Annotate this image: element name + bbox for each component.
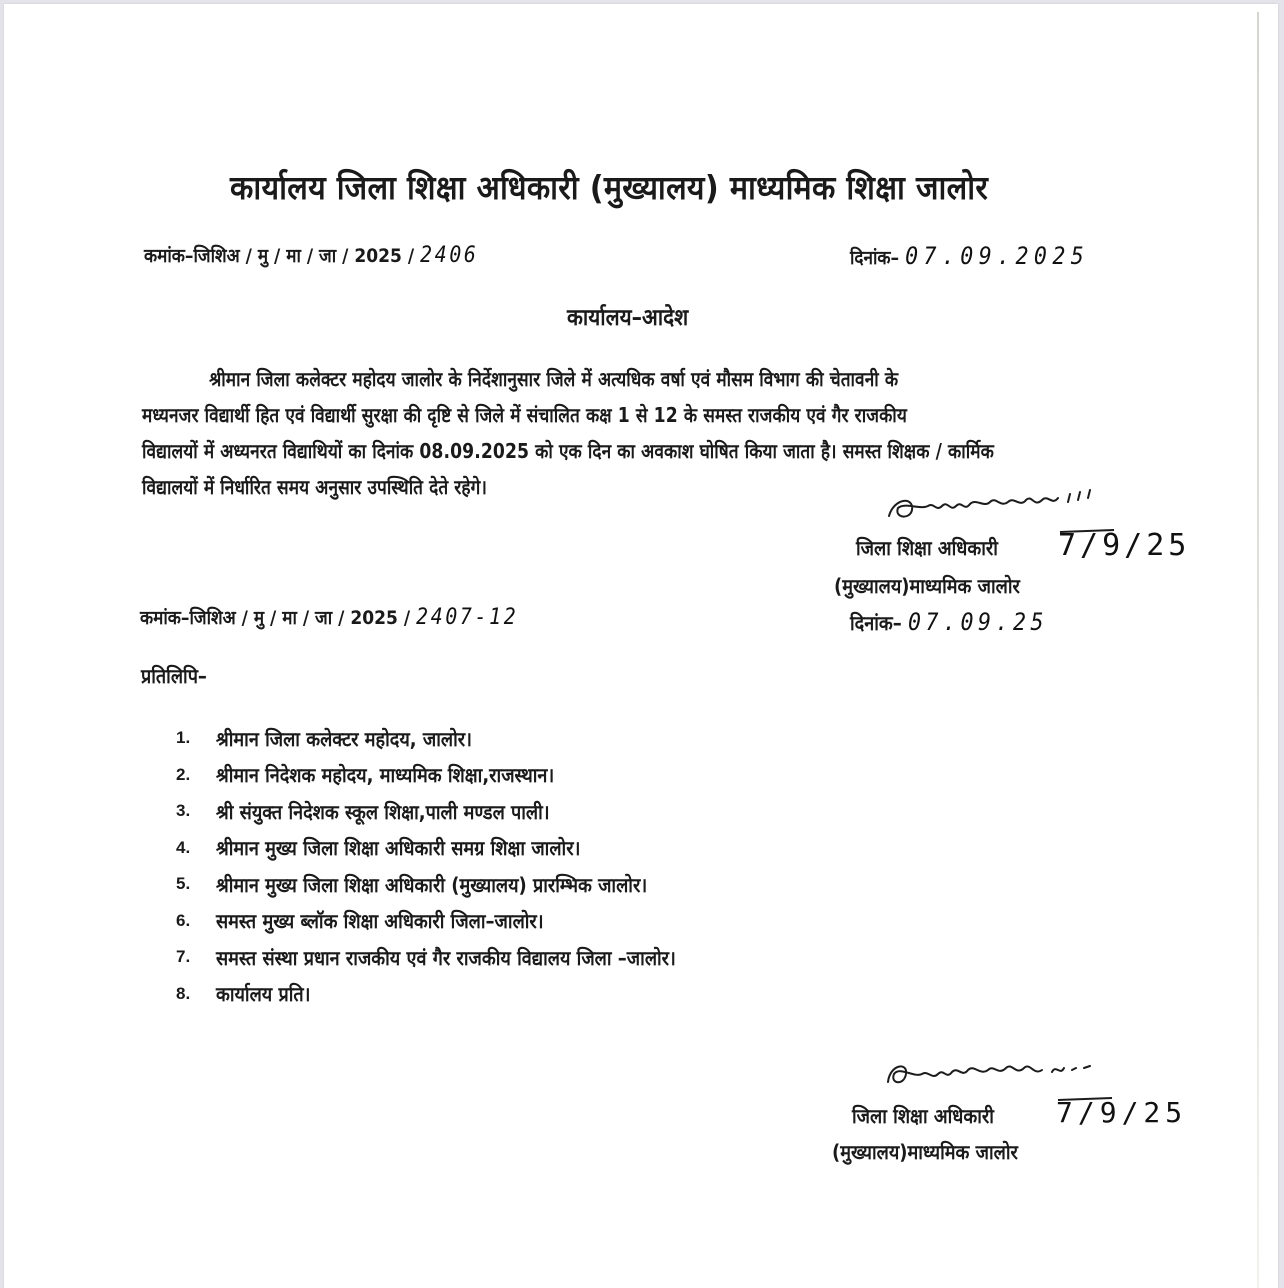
- copy-to-item-text: श्रीमान मुख्य जिला शिक्षा अधिकारी (मुख्यालय) प्रारम्भिक जालोर।: [216, 872, 648, 897]
- signature-scribble-icon: [884, 1056, 1144, 1096]
- order-reference-handwritten: 2406: [420, 243, 479, 268]
- copy-to-item-text: श्री संयुक्त निदेशक स्कूल शिक्षा,पाली मण्डल पाली।: [216, 799, 550, 824]
- copy-reference-printed: कमांक–जिशिअ / मु / मा / जा / 2025 /: [140, 607, 411, 629]
- order-date-handwritten: 07.09.2025: [905, 242, 1090, 270]
- order-body-line: विद्यालयों में निर्धारित समय अनुसार उपस्थिति देते रहेगे।: [142, 475, 488, 499]
- signature-1-date-label: दिनांक–: [850, 611, 902, 635]
- copy-to-item: [176, 793, 727, 830]
- page-fold-line: [1257, 12, 1259, 1288]
- copy-to-item-text: समस्त मुख्य ब्लॉक शिक्षा अधिकारी जिला–जालोर।: [216, 909, 544, 934]
- signature-1-dispatch-date: [850, 608, 1048, 636]
- copy-to-item-number: 5.: [176, 874, 191, 894]
- copy-to-item: [176, 866, 727, 903]
- copy-to-item: [176, 720, 727, 757]
- order-body-line: श्रीमान जिला कलेक्टर महोदय जालोर के निर्देशानुसार जिले में अत्यधिक वर्षा एवं मौसम विभाग की चेतावनी के: [209, 367, 899, 391]
- copy-to-heading: प्रतिलिपि–: [141, 664, 207, 688]
- copy-to-item-text: श्रीमान निदेशक महोदय, माध्यमिक शिक्षा,राजस्थान।: [216, 763, 555, 788]
- copy-to-item-number: 2.: [176, 764, 191, 784]
- office-title: कार्यालय जिला शिक्षा अधिकारी (मुख्यालय) माध्यमिक शिक्षा जालोर: [230, 168, 989, 207]
- copy-reference: [140, 604, 518, 630]
- copy-reference-handwritten: 2407-12: [416, 605, 519, 630]
- copy-to-item-number: 7.: [176, 947, 191, 967]
- copy-to-item-number: 8.: [176, 983, 191, 1003]
- copy-to-item-text: समस्त संस्था प्रधान राजकीय एवं गैर राजकीय विद्यालय जिला –जालोर।: [216, 945, 676, 970]
- office-order-heading: कार्यालय–आदेश: [567, 305, 689, 331]
- signature-2-handwritten-date: 7/9/25: [1056, 1096, 1188, 1129]
- order-body-line: विद्यालयों में अध्यनरत विद्याथियों का दिनांक 08.09.2025 को एक दिन का अवकाश घोषित किया जाता है। समस्त शिक्षक / कार्मिक: [142, 439, 994, 463]
- signature-1-office: (मुख्यालय)माध्यमिक जालोर: [834, 574, 1020, 598]
- order-reference: [144, 242, 479, 268]
- order-date: [850, 242, 1089, 270]
- order-reference-printed: कमांक–जिशिअ / मु / मा / जा / 2025 /: [144, 245, 415, 267]
- order-body: [142, 361, 1152, 505]
- signature-2-office: (मुख्यालय)माध्यमिक जालोर: [832, 1140, 1018, 1164]
- copy-to-list: [176, 720, 727, 1012]
- date-overline-icon: [1058, 528, 1118, 534]
- order-date-label: दिनांक–: [850, 247, 900, 269]
- date-overline-icon: [1056, 1096, 1116, 1102]
- copy-to-item-number: 1.: [176, 728, 191, 748]
- copy-to-item-number: 6.: [176, 910, 191, 930]
- signature-1-handwritten-date: 7/9/25: [1058, 528, 1191, 563]
- copy-to-item-number: 4.: [176, 837, 191, 857]
- copy-to-item: [176, 976, 727, 1013]
- signature-scribble-icon: [884, 488, 1144, 528]
- copy-to-item: [176, 830, 727, 867]
- copy-to-item: [176, 757, 727, 794]
- order-body-line: मध्यनजर विद्यार्थी हित एवं विद्यार्थी सुरक्षा की दृष्टि से जिले में संचालित कक्ष 1 से 12 के समस्त राजकीय एवं गैर राजकीय: [142, 403, 907, 427]
- signature-2-designation: जिला शिक्षा अधिकारी: [852, 1104, 994, 1128]
- copy-to-item-text: कार्यालय प्रति।: [216, 982, 311, 1007]
- copy-to-item-text: श्रीमान मुख्य जिला शिक्षा अधिकारी समग्र शिक्षा जालोर।: [216, 836, 581, 861]
- copy-to-item: [176, 903, 727, 940]
- copy-to-item-number: 3.: [176, 801, 191, 821]
- copy-to-item-text: श्रीमान जिला कलेक्टर महोदय, जालोर।: [216, 726, 472, 751]
- signature-1-designation: जिला शिक्षा अधिकारी: [856, 536, 998, 560]
- signature-1-dispatch-date-handwritten: 07.09.25: [907, 608, 1049, 636]
- copy-to-item: [176, 939, 727, 976]
- document-page: [4, 4, 1278, 1288]
